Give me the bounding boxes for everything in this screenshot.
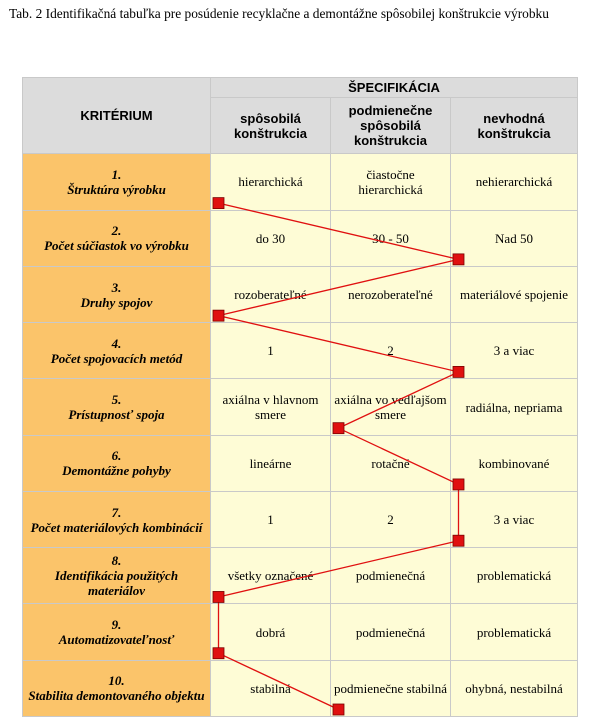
criterion-name: Prístupnosť spoja	[68, 407, 165, 423]
criterion-cell	[23, 210, 211, 266]
value-cell: radiálna, nepriama	[451, 379, 578, 435]
table-row	[23, 210, 578, 266]
value-cell: problematická	[451, 548, 578, 604]
criterion-name: Počet súčiastok vo výrobku	[44, 238, 189, 254]
criterion-cell	[23, 491, 211, 547]
value-cell: stabilná	[211, 660, 331, 716]
criterion-number: 7.	[111, 504, 122, 520]
value-cell: 1	[211, 323, 331, 379]
criterion-cell	[23, 435, 211, 491]
value-cell: 3 a viac	[451, 491, 578, 547]
value-cell: 2	[331, 491, 451, 547]
column-header-suitable: spôsobilá konštrukcia	[211, 98, 331, 154]
value-cell: problematická	[451, 604, 578, 660]
value-cell: rotačné	[331, 435, 451, 491]
table-row	[23, 379, 578, 435]
criterion-number: 2.	[111, 223, 122, 239]
value-cell: axiálna v hlavnom smere	[211, 379, 331, 435]
value-cell: Nad 50	[451, 210, 578, 266]
identification-table	[22, 77, 578, 717]
criterion-name: Počet spojovacích metód	[50, 350, 183, 366]
table-caption: Tab. 2 Identifikačná tabuľka pre posúdenie recyklačne a demontážne spôsobilej konštrukcie výrobku	[9, 6, 549, 21]
specification-header: ŠPECIFIKÁCIA	[211, 78, 578, 98]
value-cell: hierarchická	[211, 154, 331, 210]
value-cell: podmienečná	[331, 548, 451, 604]
table-row	[23, 604, 578, 660]
criterion-cell	[23, 379, 211, 435]
table-row	[23, 435, 578, 491]
value-cell: lineárne	[211, 435, 331, 491]
criterion-cell	[23, 548, 211, 604]
value-cell: rozoberateľné	[211, 266, 331, 322]
table-row	[23, 323, 578, 379]
value-cell: 30 - 50	[331, 210, 451, 266]
value-cell: podmienečná	[331, 604, 451, 660]
criterion-name: Demontážne pohyby	[62, 463, 171, 479]
criterion-number: 10.	[108, 673, 125, 689]
value-cell: nerozoberateľné	[331, 266, 451, 322]
value-cell: všetky označené	[211, 548, 331, 604]
table-row	[23, 154, 578, 210]
value-cell: dobrá	[211, 604, 331, 660]
criterion-cell	[23, 323, 211, 379]
value-cell: čiastočne hierarchická	[331, 154, 451, 210]
criterion-cell	[23, 154, 211, 210]
table-row	[23, 491, 578, 547]
value-cell: materiálové spojenie	[451, 266, 578, 322]
value-cell: ohybná, nestabilná	[451, 660, 578, 716]
table-row	[23, 548, 578, 604]
table-row	[23, 660, 578, 716]
criterion-cell	[23, 660, 211, 716]
criterion-name: Automatizovateľnosť	[58, 632, 175, 648]
column-header-conditional: podmienečne spôsobilá konštrukcia	[331, 98, 451, 154]
criterion-cell	[23, 266, 211, 322]
criterion-number: 5.	[111, 392, 122, 408]
value-cell: do 30	[211, 210, 331, 266]
criterion-name: Druhy spojov	[80, 294, 153, 310]
value-cell: nehierarchická	[451, 154, 578, 210]
value-cell: 2	[331, 323, 451, 379]
criterion-number: 8.	[111, 553, 122, 569]
value-cell: axiálna vo vedľajšom smere	[331, 379, 451, 435]
criterion-cell	[23, 604, 211, 660]
value-cell: podmienečne stabilná	[331, 660, 451, 716]
criterion-header: KRITÉRIUM	[23, 78, 211, 154]
criterion-number: 1.	[111, 166, 122, 182]
criterion-number: 3.	[111, 279, 122, 295]
criterion-number: 9.	[111, 617, 122, 633]
value-cell: 1	[211, 491, 331, 547]
criterion-number: 4.	[111, 335, 122, 351]
column-header-unsuitable: nevhodná konštrukcia	[451, 98, 578, 154]
criterion-name: Stabilita demontovaného objektu	[28, 688, 205, 704]
value-cell: 3 a viac	[451, 323, 578, 379]
criterion-name: Štruktúra výrobku	[67, 181, 166, 197]
table-row	[23, 266, 578, 322]
criterion-number: 6.	[111, 448, 122, 464]
criterion-name: Identifikácia použitých materiálov	[54, 568, 179, 599]
value-cell: kombinované	[451, 435, 578, 491]
criterion-name: Počet materiálových kombinácií	[30, 519, 203, 535]
